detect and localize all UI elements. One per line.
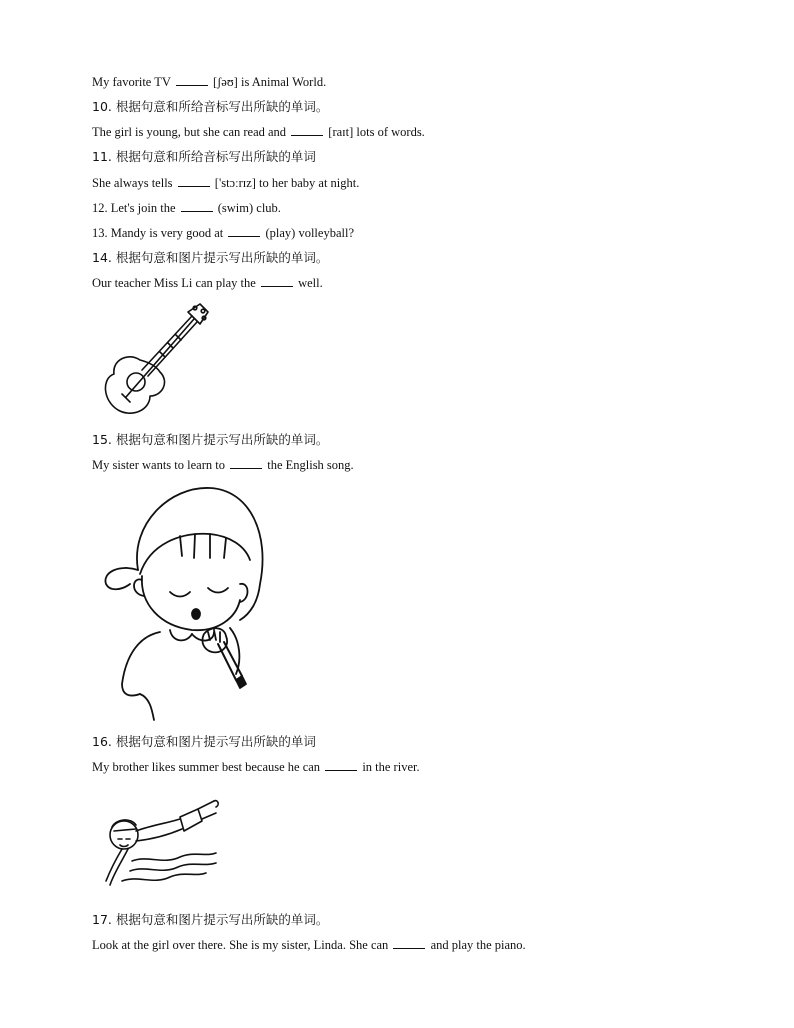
question-15-title: 15. 根据句意和图片提示写出所缺的单词。 [92,432,329,447]
question-16-title: 16. 根据句意和图片提示写出所缺的单词 [92,734,316,749]
question-16-sentence [92,759,420,775]
question-10-title: 10. 根据句意和所给音标写出所缺的单词。 [92,99,329,114]
sentence-text: in the river. [359,760,420,774]
sentence-text: the English song. [264,458,354,472]
question-11-title: 11. 根据句意和所给音标写出所缺的单词 [92,149,316,164]
question-10-sentence [92,124,425,140]
answer-blank[interactable] [176,74,208,86]
question-17-sentence [92,937,526,953]
question-14-title: 14. 根据句意和图片提示写出所缺的单词。 [92,250,329,265]
answer-blank[interactable] [261,275,293,287]
sentence-text: Look at the girl over there. She is my sister, Linda. She can [92,938,392,952]
answer-blank[interactable] [393,937,425,949]
sentence-text: [raɪt] lots of words. [325,125,425,139]
answer-blank[interactable] [230,457,262,469]
answer-blank[interactable] [178,175,210,187]
sentence-text: 12. Let's join the [92,201,179,215]
sentence-text: My sister wants to learn to [92,458,229,472]
sentence-text: Our teacher Miss Li can play the [92,276,259,290]
sentence-text: (play) volleyball? [262,226,354,240]
guitar-drawing [100,302,212,417]
swimming-boy-drawing [102,795,220,891]
sentence-text: My brother likes summer best because he can [92,760,324,774]
question-17-title: 17. 根据句意和图片提示写出所缺的单词。 [92,912,329,927]
answer-blank[interactable] [325,759,357,771]
question-15-sentence [92,457,354,473]
question-13-sentence [92,225,354,241]
sentence-text: My favorite TV [92,75,174,89]
sentence-text: 13. Mandy is very good at [92,226,227,240]
sentence-text: She always tells [92,176,176,190]
sentence-text: well. [294,276,323,290]
question-12-sentence [92,200,281,216]
question-11-sentence [92,175,359,191]
question-9-sentence [92,74,326,90]
sentence-text: ['stɔːrɪz] to her baby at night. [211,176,360,190]
answer-blank[interactable] [181,200,213,212]
question-14-sentence [92,275,323,291]
sentence-text: (swim) club. [214,201,281,215]
sentence-text: [ʃəʊ] is Animal World. [209,75,327,89]
answer-blank[interactable] [291,124,323,136]
sentence-text: and play the piano. [427,938,526,952]
singing-girl-drawing [100,484,270,722]
answer-blank[interactable] [228,225,260,237]
sentence-text: The girl is young, but she can read and [92,125,290,139]
